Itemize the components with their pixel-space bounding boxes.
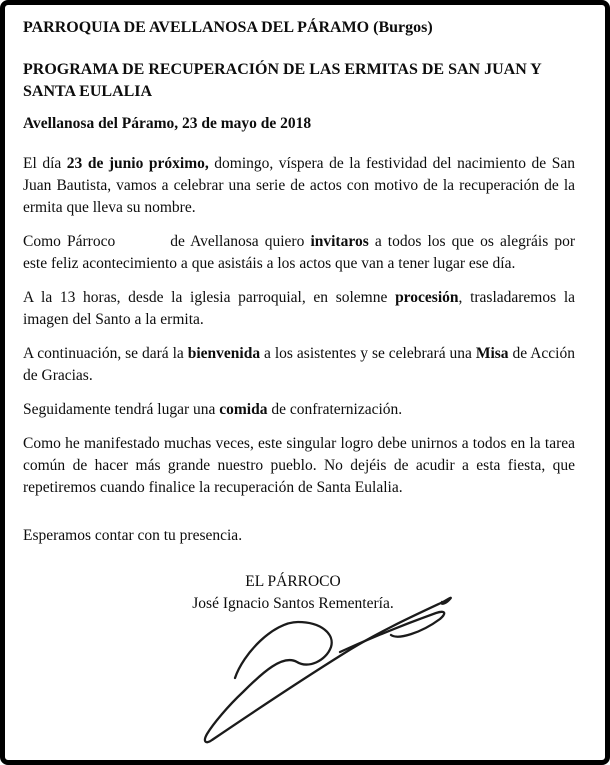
dateline: Avellanosa del Páramo, 23 de mayo de 2018: [23, 115, 312, 132]
program-title: [23, 59, 575, 103]
paragraph-mass: A continuación, se dará la bienvenida a los asistentes y se celebrará una Misa de Acción de Gracias.: [23, 345, 575, 384]
paragraph-procession: A la 13 horas, desde la iglesia parroquial, en solemne procesión, trasladaremos la imagen del Santo a la ermita.: [23, 289, 576, 328]
paragraph-announcement: El día 23 de junio próximo, domingo, víspera de la festividad del nacimiento de San Juan Bautista, vamos a celebrar una serie de actos con motivo de la recuperación de la ermita que lleva su nombre.: [23, 155, 575, 216]
paragraph-community: Como he manifestado muchas veces, este singular logro debe unirnos a todos en la tarea común de hacer más grande nuestro pueblo. No dejéis de acudir a esta fiesta, que repetiremos cuando finalice la recuperación de Santa Eulalia.: [23, 435, 575, 496]
program-title-line-2: SANTA EULALIA: [23, 83, 153, 100]
letter-content: [5, 5, 605, 615]
paragraph-closing: Esperamos contar con tu presencia.: [23, 527, 243, 544]
paragraph-meal: Seguidamente tendrá lugar una comida de confraternización.: [23, 401, 403, 418]
signature-name: José Ignacio Santos Rementería.: [192, 595, 394, 612]
program-title-line-1: PROGRAMA DE RECUPERACIÓN DE LAS ERMITAS DE SAN JUAN Y: [23, 61, 542, 78]
signature-role: EL PÁRROCO: [245, 573, 341, 590]
handwritten-signature-scribble-icon: [198, 589, 463, 754]
parish-header: PARROQUIA DE AVELLANOSA DEL PÁRAMO (Burgos): [23, 19, 433, 36]
paragraph-invitation: Como Párroco de Avellanosa quiero invitaros a todos los que os alegráis por este feliz acontecimiento a que asistáis a los actos que van a tener lugar ese día.: [23, 233, 575, 272]
